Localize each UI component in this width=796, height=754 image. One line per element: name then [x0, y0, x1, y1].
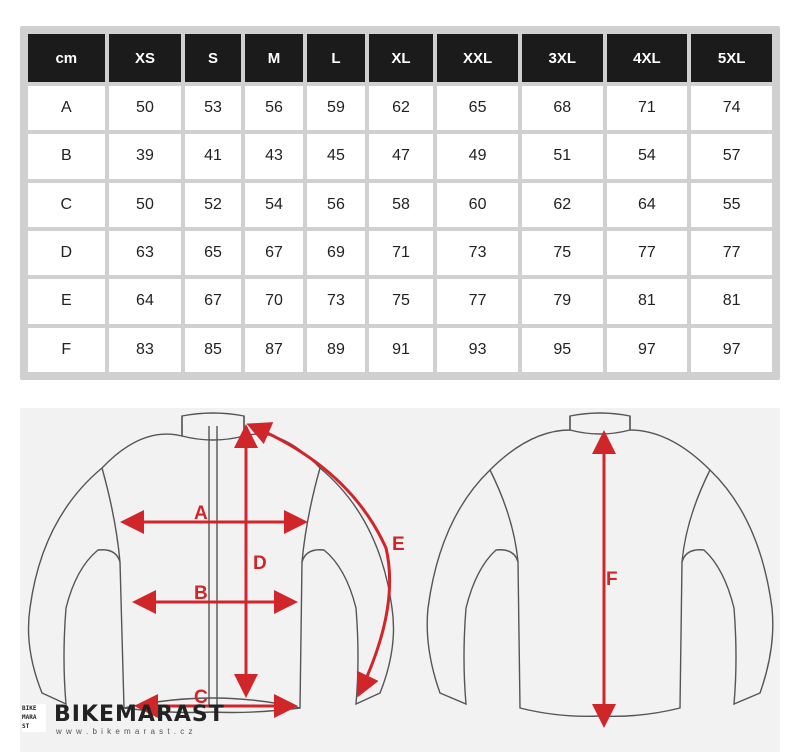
table-cell: 73	[437, 231, 518, 275]
logo-mark	[22, 704, 46, 732]
table-row	[28, 231, 772, 275]
label-c: C	[194, 687, 208, 708]
size-table-frame	[20, 26, 780, 380]
table-cell: 62	[522, 183, 603, 227]
row-label-cell: E	[28, 279, 105, 323]
header-cell-3xl: 3XL	[522, 34, 603, 82]
table-cell: 75	[522, 231, 603, 275]
table-header-row	[28, 34, 772, 82]
label-b: B	[194, 583, 208, 604]
table-cell: 56	[245, 86, 303, 130]
table-cell: 58	[369, 183, 434, 227]
table-cell: 77	[437, 279, 518, 323]
table-cell: 50	[109, 86, 182, 130]
table-cell: 57	[691, 134, 772, 178]
table-cell: 65	[437, 86, 518, 130]
table-cell: 67	[185, 279, 240, 323]
table-cell: 73	[307, 279, 364, 323]
table-cell: 87	[245, 328, 303, 372]
header-cell-m: M	[245, 34, 303, 82]
header-cell-xs: XS	[109, 34, 182, 82]
table-cell: 54	[245, 183, 303, 227]
table-cell: 91	[369, 328, 434, 372]
table-cell: 67	[245, 231, 303, 275]
label-f: F	[606, 569, 618, 590]
table-cell: 71	[369, 231, 434, 275]
table-cell: 54	[607, 134, 688, 178]
table-row	[28, 183, 772, 227]
table-cell: 59	[307, 86, 364, 130]
table-row	[28, 134, 772, 178]
table-cell: 77	[607, 231, 688, 275]
table-cell: 71	[607, 86, 688, 130]
table-cell: 64	[109, 279, 182, 323]
logo-url: w w w . b i k e m a r a s t . c z	[56, 727, 194, 736]
table-cell: 89	[307, 328, 364, 372]
table-cell: 39	[109, 134, 182, 178]
header-cell-5xl: 5XL	[691, 34, 772, 82]
table-cell: 47	[369, 134, 434, 178]
measurement-arrows	[126, 426, 604, 722]
table-cell: 97	[691, 328, 772, 372]
header-cell-unit: cm	[28, 34, 105, 82]
table-cell: 62	[369, 86, 434, 130]
table-cell: 60	[437, 183, 518, 227]
table-cell: 55	[691, 183, 772, 227]
table-cell: 75	[369, 279, 434, 323]
row-label-cell: D	[28, 231, 105, 275]
table-cell: 93	[437, 328, 518, 372]
table-cell: 43	[245, 134, 303, 178]
table-cell: 69	[307, 231, 364, 275]
size-table	[24, 30, 776, 376]
table-cell: 83	[109, 328, 182, 372]
table-row	[28, 328, 772, 372]
table-cell: 77	[691, 231, 772, 275]
label-a: A	[194, 503, 208, 524]
table-cell: 74	[691, 86, 772, 130]
measurement-diagram	[20, 408, 780, 752]
table-cell: 41	[185, 134, 240, 178]
table-cell: 79	[522, 279, 603, 323]
table-cell: 70	[245, 279, 303, 323]
top-strip	[0, 0, 796, 14]
row-label-cell: A	[28, 86, 105, 130]
logo-mark-line: BIKE	[22, 705, 37, 712]
table-cell: 81	[691, 279, 772, 323]
row-label-cell: F	[28, 328, 105, 372]
logo-name: BIKEMARAST	[54, 702, 225, 727]
label-d: D	[253, 553, 267, 574]
table-cell: 45	[307, 134, 364, 178]
table-cell: 50	[109, 183, 182, 227]
row-label-cell: C	[28, 183, 105, 227]
back-jersey-outline	[427, 413, 773, 716]
table-cell: 68	[522, 86, 603, 130]
logo-mark-line: MARA	[22, 714, 37, 721]
row-label-cell: B	[28, 134, 105, 178]
header-cell-4xl: 4XL	[607, 34, 688, 82]
header-cell-s: S	[185, 34, 240, 82]
table-cell: 63	[109, 231, 182, 275]
table-cell: 53	[185, 86, 240, 130]
jersey-diagram-svg	[20, 408, 780, 752]
table-cell: 97	[607, 328, 688, 372]
table-cell: 56	[307, 183, 364, 227]
logo-mark-line: ST	[22, 723, 30, 730]
table-cell: 52	[185, 183, 240, 227]
table-cell: 85	[185, 328, 240, 372]
table-row	[28, 279, 772, 323]
table-cell: 65	[185, 231, 240, 275]
table-cell: 95	[522, 328, 603, 372]
front-jersey-outline	[29, 413, 394, 713]
header-cell-l: L	[307, 34, 364, 82]
label-e: E	[392, 534, 405, 555]
measurement-labels	[194, 503, 618, 708]
table-row	[28, 86, 772, 130]
header-cell-xl: XL	[369, 34, 434, 82]
table-cell: 51	[522, 134, 603, 178]
header-cell-xxl: XXL	[437, 34, 518, 82]
table-cell: 64	[607, 183, 688, 227]
table-cell: 81	[607, 279, 688, 323]
table-cell: 49	[437, 134, 518, 178]
arrow-e	[252, 426, 390, 692]
